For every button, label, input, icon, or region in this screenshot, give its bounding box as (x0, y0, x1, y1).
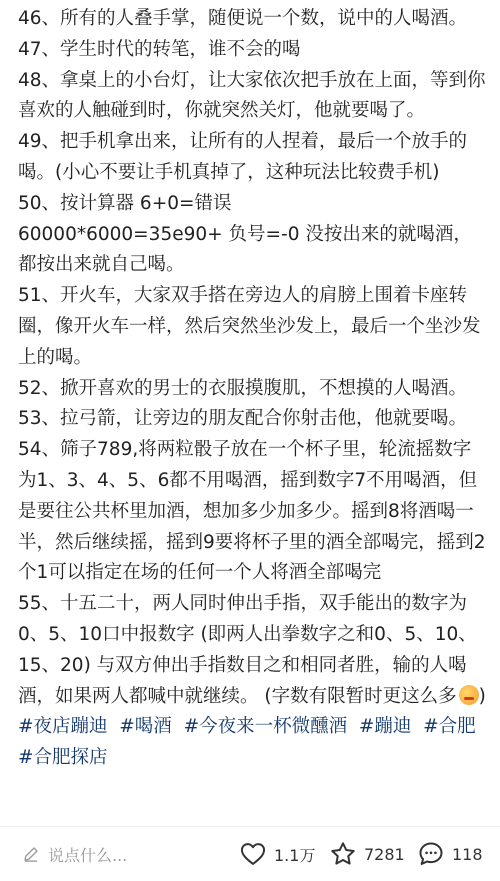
grin-emoji-icon (459, 685, 479, 705)
rule-55 (18, 589, 486, 712)
rule-51: 51、开火车，大家双手搭在旁边人的肩膀上围着卡座转圈，像开火车一样，然后突然坐沙发上，最后一个坐沙发上的喝。 (18, 285, 481, 368)
rule-47: 47、学生时代的转笔，谁不会的喝 (18, 38, 301, 60)
hashtag-link[interactable]: #合肥 (423, 716, 476, 738)
favorite-count: 7281 (364, 844, 405, 864)
hashtag-link[interactable]: #夜店蹦迪 (18, 716, 108, 738)
rule-53: 53、拉弓箭，让旁边的朋友配合你射击他，他就要喝。 (18, 408, 468, 430)
bottom-action-bar (0, 826, 500, 881)
comment-count: 118 (452, 844, 483, 864)
hashtag-link[interactable]: #今夜来一杯微醺酒 (183, 716, 348, 738)
favorite-button[interactable] (328, 835, 405, 873)
rule-52: 52、掀开喜欢的男士的衣服摸腹肌，不想摸的人喝酒。 (18, 377, 468, 399)
rule-46: 46、所有的人叠手掌，随便说一个数，说中的人喝酒。 (18, 8, 468, 29)
hashtag-link[interactable]: #合肥探店 (18, 747, 108, 769)
closing-paren: ) (478, 685, 486, 707)
comment-input[interactable] (22, 837, 222, 871)
chat-bubble-icon (416, 840, 446, 868)
comment-placeholder: 说点什么... (48, 845, 128, 865)
star-icon (328, 840, 358, 868)
like-count: 1.1万 (274, 845, 316, 865)
like-button[interactable] (238, 835, 315, 873)
rule-54: 54、筛子789,将两粒骰子放在一个杯子里，轮流摇数字为1、3、4、5、6都不用喝酒，摇到数字7不用喝酒，但是要往公共杯里加酒，想加多少加多少。摇到8将酒喝一半，然后继续摇，摇到9要将杯子里的酒全部喝完，摇到2个1可以指定在场的任何一个人将酒全部喝完 (18, 439, 486, 584)
hashtag-link[interactable]: #蹦迪 (358, 716, 412, 738)
hashtag-link[interactable]: #喝酒 (119, 716, 172, 738)
pencil-icon (22, 845, 40, 863)
comment-button[interactable] (416, 835, 483, 873)
rule-48: 48、拿桌上的小台灯，让大家依次把手放在上面，等到你喜欢的人触碰到时，你就突然关灯，他就要喝了。 (18, 69, 486, 122)
rule-50-detail: 60000*6000=35e90+ 负号=-0 没按出来的就喝酒，都按出来就自己喝。 (18, 223, 472, 276)
heart-icon (238, 840, 268, 868)
rule-55-text: 55、十五二十，两人同时伸出手指，双手能出的数字为0、5、10口中报数字 (即两人出拳数字之和0、5、10、15、20) 与双方伸出手指数目之和相同者胜，输的人喝酒，如果两人都喊中就继续。 (字数有限暂时更这么多 (18, 593, 477, 707)
hashtag-list (18, 712, 486, 774)
rule-49: 49、把手机拿出来，让所有的人捏着，最后一个放手的喝。(小心不要让手机真掉了，这种玩法比较费手机) (18, 131, 468, 183)
rule-50: 50、按计算器 6+0=错误 (18, 192, 232, 214)
